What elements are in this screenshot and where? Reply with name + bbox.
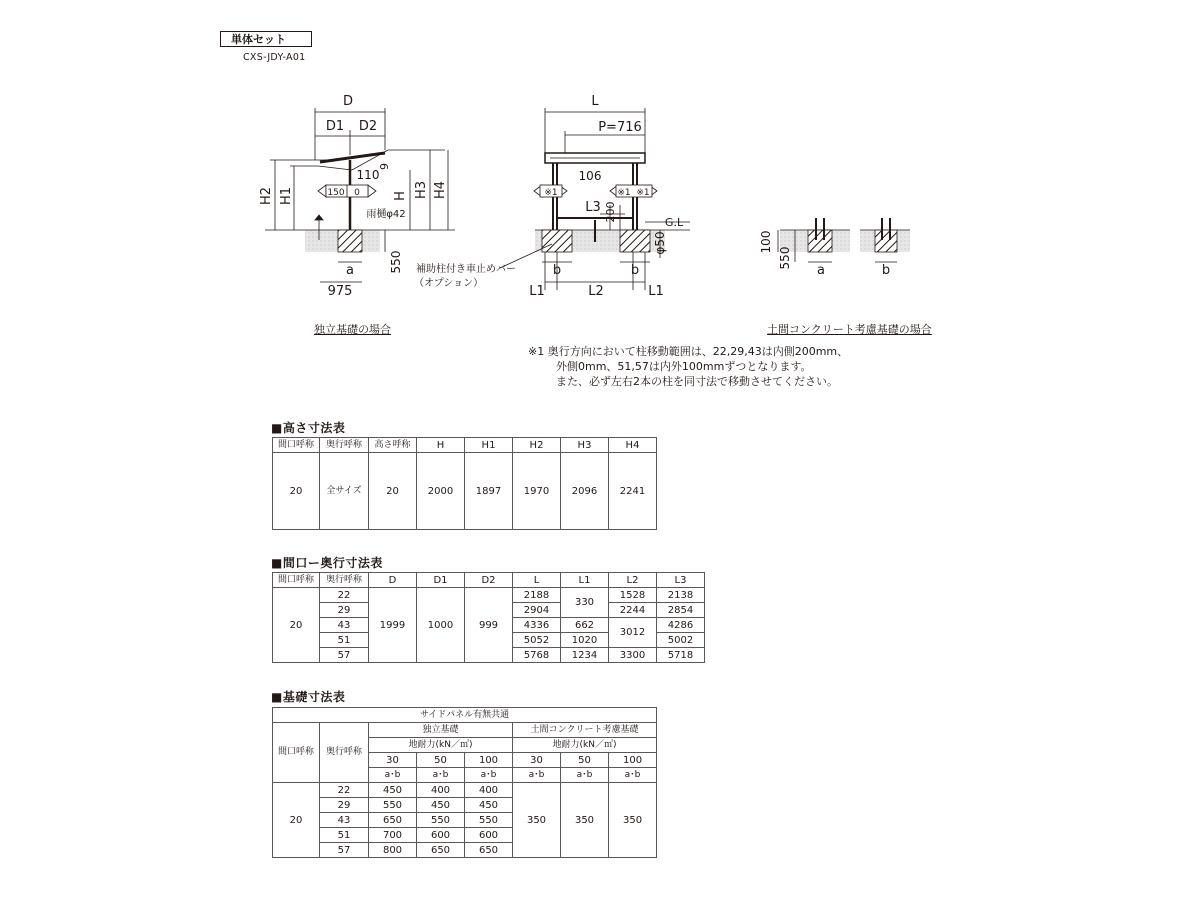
found-val: 450	[465, 798, 513, 813]
label-b-right-view: b	[881, 263, 891, 278]
found-th-bearing-ind: 地耐力(kN／㎡)	[369, 738, 513, 753]
label-L1-left: L1	[529, 284, 545, 299]
found-slab-val: 350	[513, 783, 561, 858]
found-val: 700	[369, 828, 417, 843]
label-550-right: 550	[778, 246, 792, 270]
label-L3: L3	[585, 200, 601, 215]
footing-right-a	[808, 230, 832, 252]
label-H3: H3	[414, 180, 429, 200]
label-106: 106	[578, 169, 602, 183]
th-okuyuki: 奥行呼称	[320, 438, 369, 453]
size-L2: 3300	[609, 648, 657, 663]
label-mark1-c: ※1	[636, 188, 650, 198]
found-val: 550	[417, 813, 465, 828]
found-th-okuyuki: 奥行呼称	[320, 723, 369, 783]
th-H: H	[417, 438, 465, 453]
size-okuyuki: 22	[320, 588, 369, 603]
found-okuyuki: 57	[320, 843, 369, 858]
note-line-3: また、必ず左右2本の柱を同寸法で移動させてください。	[556, 375, 838, 388]
td-H4: 2241	[609, 453, 657, 530]
td-okuyuki: 全サイズ	[320, 453, 369, 530]
found-okuyuki: 51	[320, 828, 369, 843]
size-L: 5052	[513, 633, 561, 648]
footing-left	[338, 230, 362, 252]
note-line-1: ※1 奥行方向において柱移動範囲は、22,29,43は内側200mm、	[528, 345, 849, 358]
size-th-L: L	[513, 573, 561, 588]
label-bar-option-1: 補助柱付き車止めバー	[416, 264, 516, 275]
note-line-2: 外側0mm、51,57は内外100mmずつとなります。	[556, 360, 812, 373]
found-val: 550	[465, 813, 513, 828]
size-L: 2188	[513, 588, 561, 603]
size-okuyuki: 43	[320, 618, 369, 633]
label-100: 100	[759, 230, 773, 254]
th-maguchi: 間口呼称	[273, 438, 320, 453]
label-150: 150	[327, 188, 345, 198]
label-GL: G.L	[664, 216, 684, 229]
label-D: D	[342, 94, 354, 109]
label-550: 550	[389, 250, 403, 274]
found-val: 650	[465, 843, 513, 858]
height-table-title: ■高さ寸法表	[271, 421, 346, 435]
size-L2: 1528	[609, 588, 657, 603]
found-th-bearing-slab: 地耐力(kN／㎡)	[513, 738, 657, 753]
found-ab: a･b	[417, 768, 465, 783]
found-ab: a･b	[369, 768, 417, 783]
found-okuyuki: 29	[320, 798, 369, 813]
found-val: 650	[369, 813, 417, 828]
size-okuyuki: 51	[320, 633, 369, 648]
caption-slab-foundation: 土間コンクリート考慮基礎の場合	[767, 323, 932, 336]
size-D1: 1000	[417, 588, 465, 663]
set-type-badge: 単体セット	[220, 31, 312, 47]
label-H1: H1	[279, 186, 294, 206]
label-L2: L2	[588, 284, 604, 299]
size-th-L1: L1	[561, 573, 609, 588]
label-D1: D1	[325, 119, 345, 134]
label-H4: H4	[433, 180, 448, 200]
model-number: CXS-JDY-A01	[243, 52, 306, 63]
label-P: P=716	[598, 120, 642, 135]
size-L: 4336	[513, 618, 561, 633]
label-gutter: 雨樋φ42	[366, 209, 406, 220]
found-okuyuki: 22	[320, 783, 369, 798]
label-phi50: φ50	[653, 231, 667, 255]
found-ab: a･b	[561, 768, 609, 783]
found-val: 400	[465, 783, 513, 798]
found-cap: 100	[465, 753, 513, 768]
footing-middle-left	[542, 230, 572, 252]
found-th-independent: 独立基礎	[369, 723, 513, 738]
td-H: 2000	[417, 453, 465, 530]
height-table	[272, 437, 657, 530]
td-H3: 2096	[561, 453, 609, 530]
found-th-maguchi: 間口呼称	[273, 723, 320, 783]
found-val: 400	[417, 783, 465, 798]
found-val: 450	[417, 798, 465, 813]
size-okuyuki: 29	[320, 603, 369, 618]
size-th-L2: L2	[609, 573, 657, 588]
found-val: 800	[369, 843, 417, 858]
found-okuyuki: 43	[320, 813, 369, 828]
size-L3: 2854	[657, 603, 705, 618]
size-L2: 3012	[609, 618, 657, 648]
caption-independent-foundation: 独立基礎の場合	[314, 323, 391, 336]
found-cap: 50	[417, 753, 465, 768]
th-H3: H3	[561, 438, 609, 453]
size-L3: 5002	[657, 633, 705, 648]
th-H2: H2	[513, 438, 561, 453]
size-L3: 2138	[657, 588, 705, 603]
label-a: a	[346, 263, 354, 278]
label-H: H	[393, 191, 408, 201]
movement-note	[528, 344, 848, 389]
found-cap: 50	[561, 753, 609, 768]
td-H2: 1970	[513, 453, 561, 530]
size-L: 2904	[513, 603, 561, 618]
label-110: 110	[356, 168, 380, 182]
label-200: 200	[604, 201, 617, 223]
size-L3: 4286	[657, 618, 705, 633]
label-b-right: b	[630, 263, 640, 278]
size-th-D: D	[369, 573, 417, 588]
size-L3: 5718	[657, 648, 705, 663]
size-table	[272, 572, 705, 663]
size-th-D1: D1	[417, 573, 465, 588]
label-H2: H2	[259, 186, 274, 206]
label-mark1-a: ※1	[544, 188, 558, 198]
size-L1: 330	[561, 588, 609, 618]
found-slab-val: 350	[561, 783, 609, 858]
found-val: 600	[417, 828, 465, 843]
size-L1: 662	[561, 618, 609, 633]
size-maguchi: 20	[273, 588, 320, 663]
size-th-okuyuki: 奥行呼称	[320, 573, 369, 588]
label-L: L	[591, 94, 599, 109]
th-H4: H4	[609, 438, 657, 453]
found-val: 650	[417, 843, 465, 858]
td-maguchi: 20	[273, 453, 320, 530]
found-th-slab: 土間コンクリート考慮基礎	[513, 723, 657, 738]
found-slab-val: 350	[609, 783, 657, 858]
size-L1: 1020	[561, 633, 609, 648]
size-th-D2: D2	[465, 573, 513, 588]
size-table-title: ■間口ー奥行寸法表	[271, 556, 383, 570]
label-bar-option-2: （オプション）	[414, 278, 484, 289]
label-0: 0	[354, 188, 360, 198]
size-okuyuki: 57	[320, 648, 369, 663]
foundation-table	[272, 707, 657, 858]
label-975: 975	[327, 284, 353, 299]
label-mark1-b: ※1	[617, 188, 631, 198]
label-a-right: a	[817, 263, 825, 278]
found-top-header: サイドパネル有無共通	[273, 708, 657, 723]
found-ab: a･b	[513, 768, 561, 783]
size-D: 1999	[369, 588, 417, 663]
found-maguchi: 20	[273, 783, 320, 858]
found-val: 600	[465, 828, 513, 843]
td-H1: 1897	[465, 453, 513, 530]
size-L1: 1234	[561, 648, 609, 663]
size-th-L3: L3	[657, 573, 705, 588]
technical-drawing	[0, 0, 1200, 400]
label-b-left: b	[552, 263, 562, 278]
label-D2: D2	[358, 119, 378, 134]
found-val: 550	[369, 798, 417, 813]
found-cap: 30	[513, 753, 561, 768]
foundation-table-title: ■基礎寸法表	[271, 690, 346, 704]
footing-right-b	[875, 230, 897, 252]
size-D2: 999	[465, 588, 513, 663]
size-L2: 2244	[609, 603, 657, 618]
label-L1-right: L1	[648, 284, 664, 299]
th-H1: H1	[465, 438, 513, 453]
td-height: 20	[369, 453, 417, 530]
found-ab: a･b	[465, 768, 513, 783]
found-ab: a･b	[609, 768, 657, 783]
size-L: 5768	[513, 648, 561, 663]
found-val: 450	[369, 783, 417, 798]
label-9: 9	[378, 163, 391, 170]
th-height: 高さ呼称	[369, 438, 417, 453]
size-th-maguchi: 間口呼称	[273, 573, 320, 588]
found-cap: 30	[369, 753, 417, 768]
footing-middle-right	[620, 230, 650, 252]
found-cap: 100	[609, 753, 657, 768]
